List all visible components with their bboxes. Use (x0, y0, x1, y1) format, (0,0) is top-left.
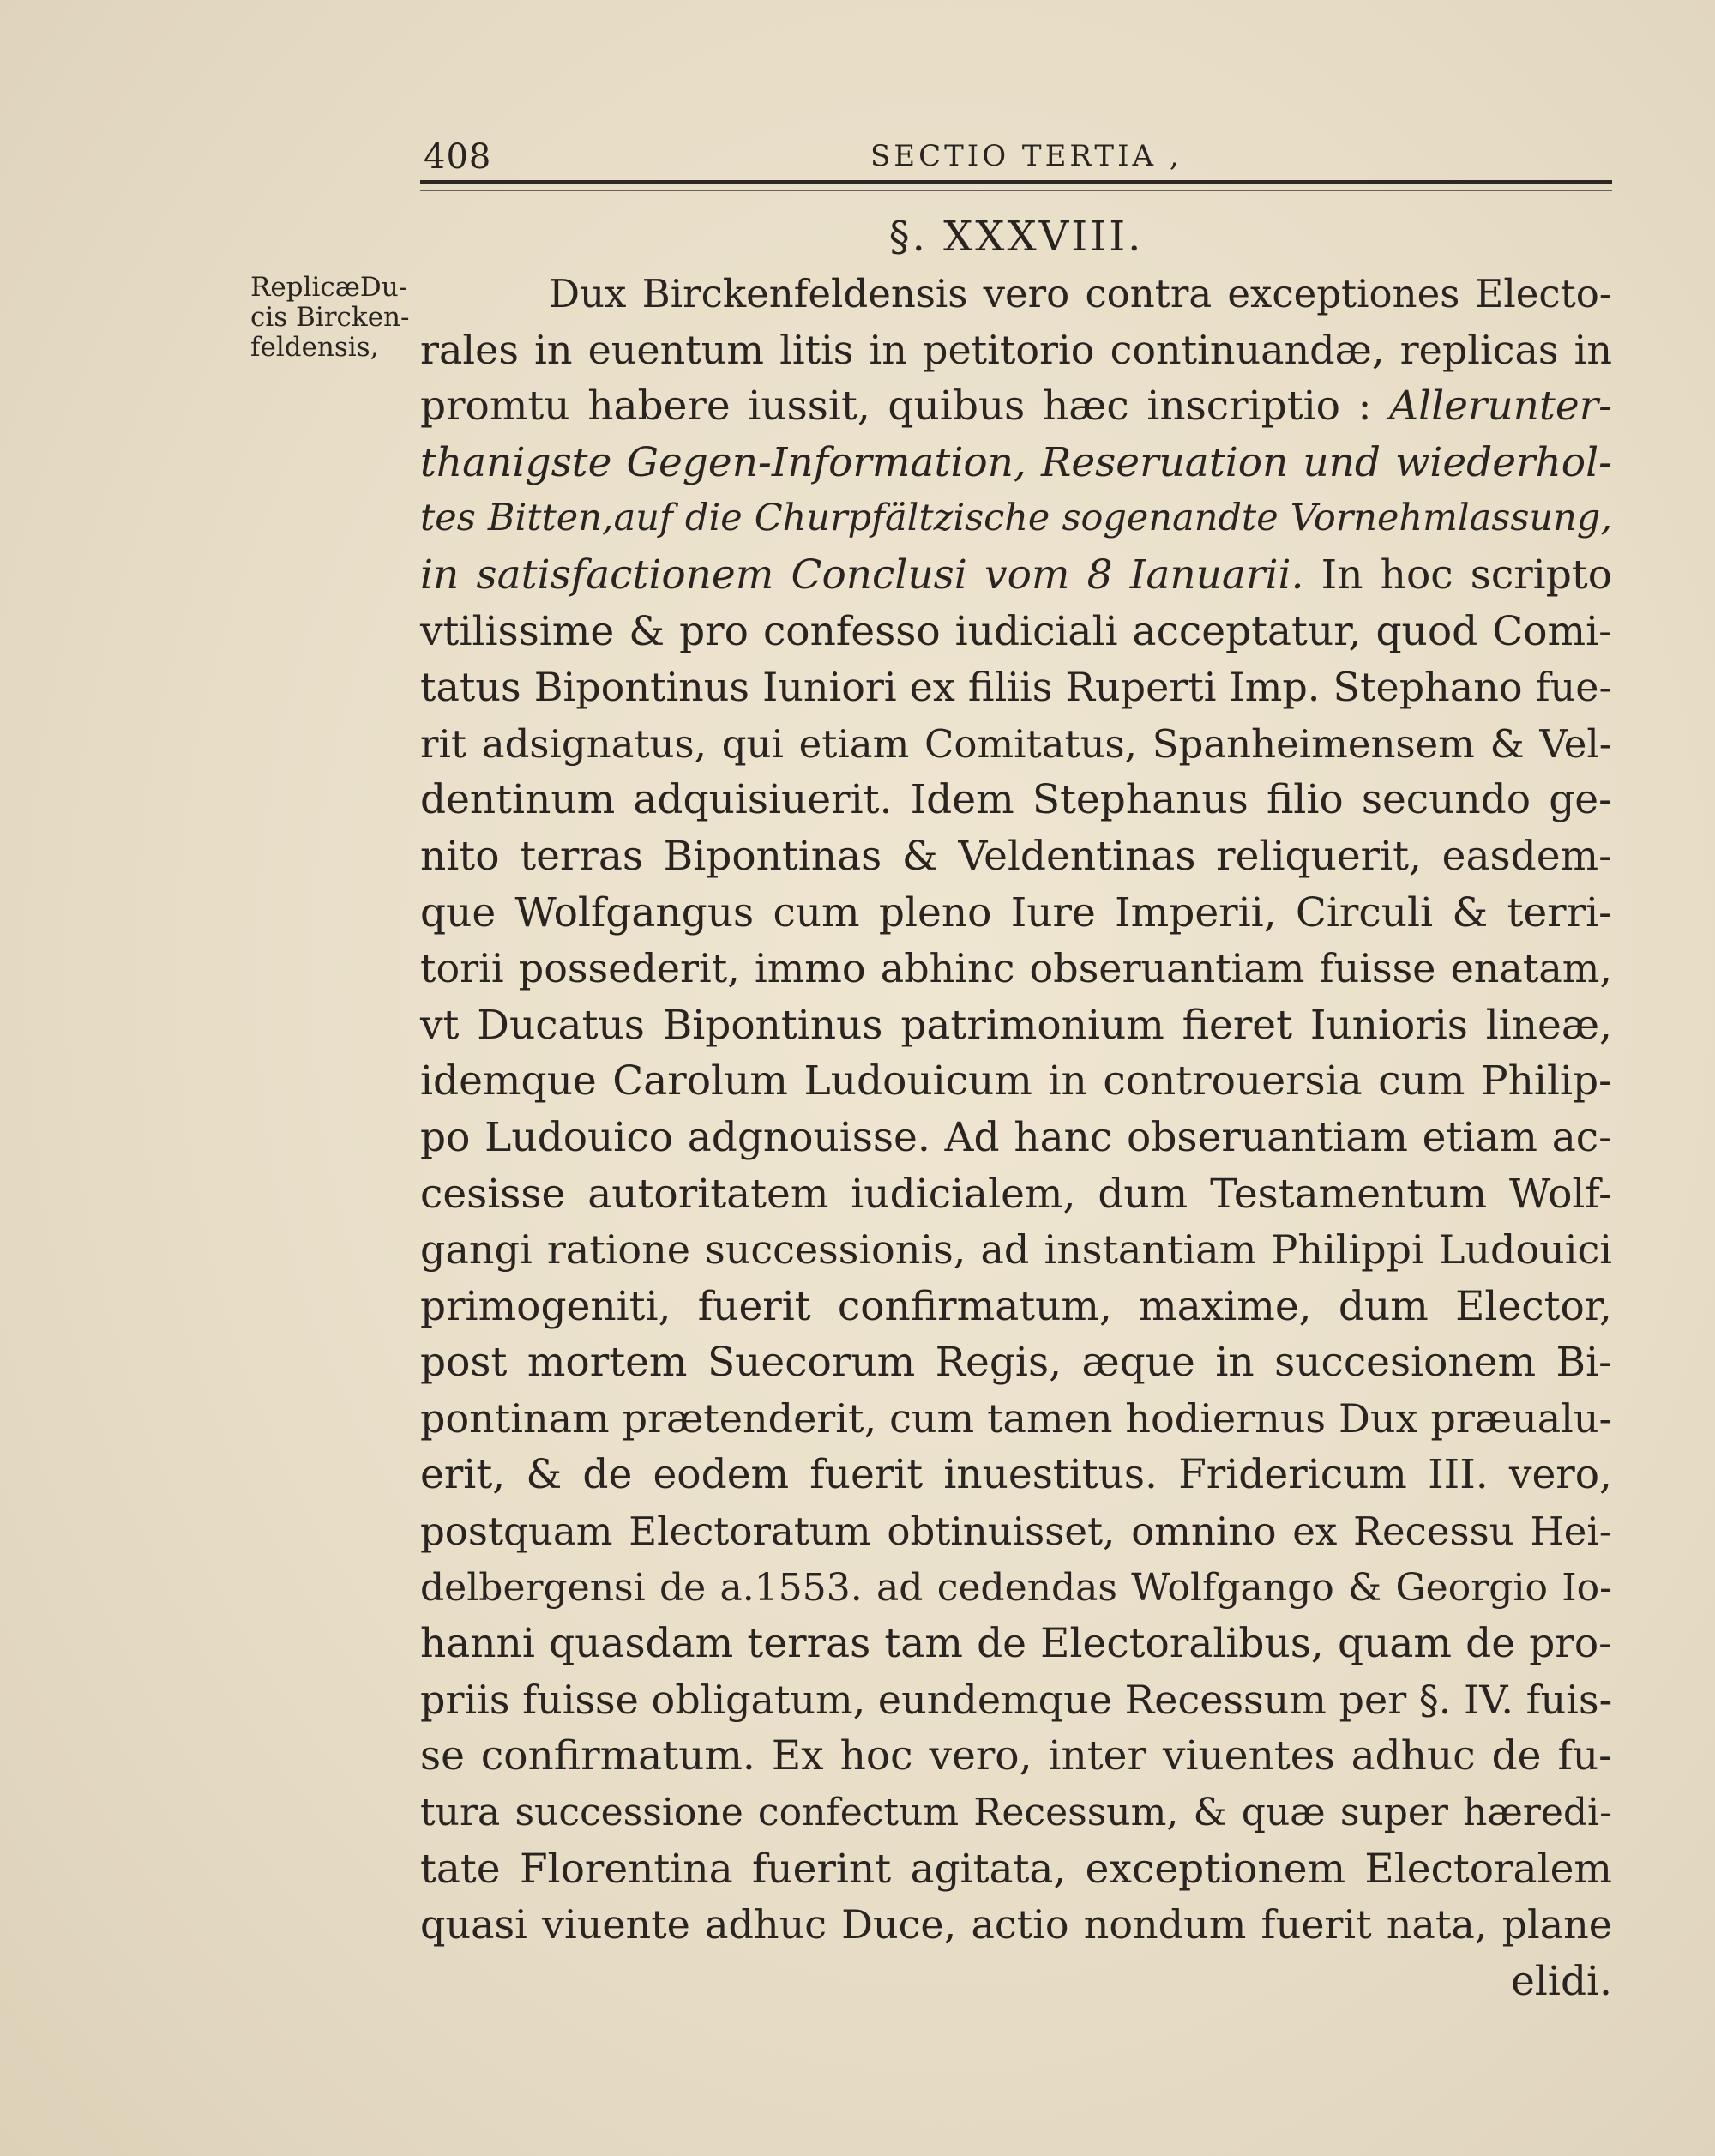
text-line: tate Florentina fuerint agitata, exceptionem Electoralem (420, 1845, 1612, 1893)
text-line: tura successione confectum Recessum, & quæ super hæredi- (420, 1791, 1612, 1835)
marginal-note-line: cis Bircken- (250, 302, 410, 333)
text-line: tes Bitten,auf die Churpfältzische sogenandte Vornehmlassung, (420, 497, 1612, 540)
text-line: vt Ducatus Bipontinus patrimonium fieret Iunioris lineæ, (420, 1001, 1612, 1049)
marginal-note (250, 273, 430, 363)
text-line: thanigste Gegen-Information, Reseruation und wiederhol- (420, 438, 1612, 486)
section-heading: §. XXXVIII. (888, 213, 1144, 261)
text-line: priis fuisse obligatum, eundemque Recessum per §. IV. fuis- (420, 1676, 1613, 1723)
text-line: torii possederit, immo abhinc obseruantiam fuisse enatam, (420, 945, 1612, 992)
text-line: hanni quasdam terras tam de Electoralibus, quam de pro- (420, 1620, 1612, 1668)
text-line: nito terras Bipontinas & Veldentinas reliquerit, easdem- (420, 832, 1612, 880)
text-line: erit, & de eodem fuerit inuestitus. Fridericum III. vero, (420, 1451, 1612, 1499)
text-line-italic: in satisfactionem Conclusi vom 8 Ianuarii. (420, 551, 1304, 599)
text-line: Dux Birckenfeldensis vero contra exceptiones Electo- (549, 271, 1612, 316)
text-line (420, 378, 1612, 435)
catchword: elidi. (1511, 1957, 1612, 2005)
text-line: pontinam prætenderit, cum tamen hodiernus Dux præualu- (420, 1394, 1612, 1442)
running-head: SECTIO TERTIA , (870, 139, 1182, 173)
text-line-roman: promtu habere iussit, quibus hæc inscriptio : (420, 382, 1372, 431)
text-line: postquam Electoratum obtinuisset, omnino ex Recessu Hei- (420, 1509, 1612, 1555)
header-rule-thin (420, 190, 1612, 191)
text-line (420, 547, 1612, 604)
text-line: delbergensi de a.1553. ad cedendas Wolfgango & Georgio Io- (420, 1565, 1612, 1610)
text-line: primogeniti, fuerit confirmatum, maxime, dum Elector, (420, 1282, 1612, 1330)
text-line: rit adsignatus, qui etiam Comitatus, Spanheimensem & Vel- (420, 720, 1612, 767)
text-line: dentinum adquisiuerit. Idem Stephanus filio secundo ge- (420, 776, 1612, 824)
text-line: gangi ratione successionis, ad instantiam Philippi Ludouici (420, 1226, 1612, 1274)
text-line: rales in euentum litis in petitorio continuandæ, replicas in (420, 326, 1612, 373)
text-line-italic: Allerunter- (1389, 382, 1612, 431)
text-line: que Wolfgangus cum pleno Iure Imperii, Circuli & terri- (420, 888, 1612, 936)
text-line: po Ludouico adgnouisse. Ad hanc obseruantiam etiam ac- (420, 1113, 1612, 1161)
text-line: tatus Bipontinus Iuniori ex filiis Ruperti Imp. Stephano fue- (420, 664, 1612, 711)
text-line: cesisse autoritatem iudicialem, dum Testamentum Wolf- (420, 1170, 1612, 1218)
header-rule (420, 180, 1612, 184)
text-line: post mortem Suecorum Regis, æque in succesionem Bi- (420, 1339, 1612, 1387)
text-line-roman: In hoc scripto (1321, 551, 1612, 599)
text-line: se confirmatum. Ex hoc vero, inter viuentes adhuc de fu- (420, 1732, 1612, 1780)
page-number: 408 (424, 137, 492, 177)
text-line: quasi viuente adhuc Duce, actio nondum fuerit nata, plane (420, 1901, 1612, 1948)
text-line: idemque Carolum Ludouicum in controuersia cum Philip- (420, 1057, 1612, 1105)
marginal-note-line: ReplicæDu- (250, 272, 408, 303)
text-line: vtilissime & pro confesso iudiciali acceptatur, quod Comi- (420, 607, 1612, 655)
body-text (420, 266, 1612, 2009)
marginal-note-line: feldensis, (250, 332, 379, 363)
